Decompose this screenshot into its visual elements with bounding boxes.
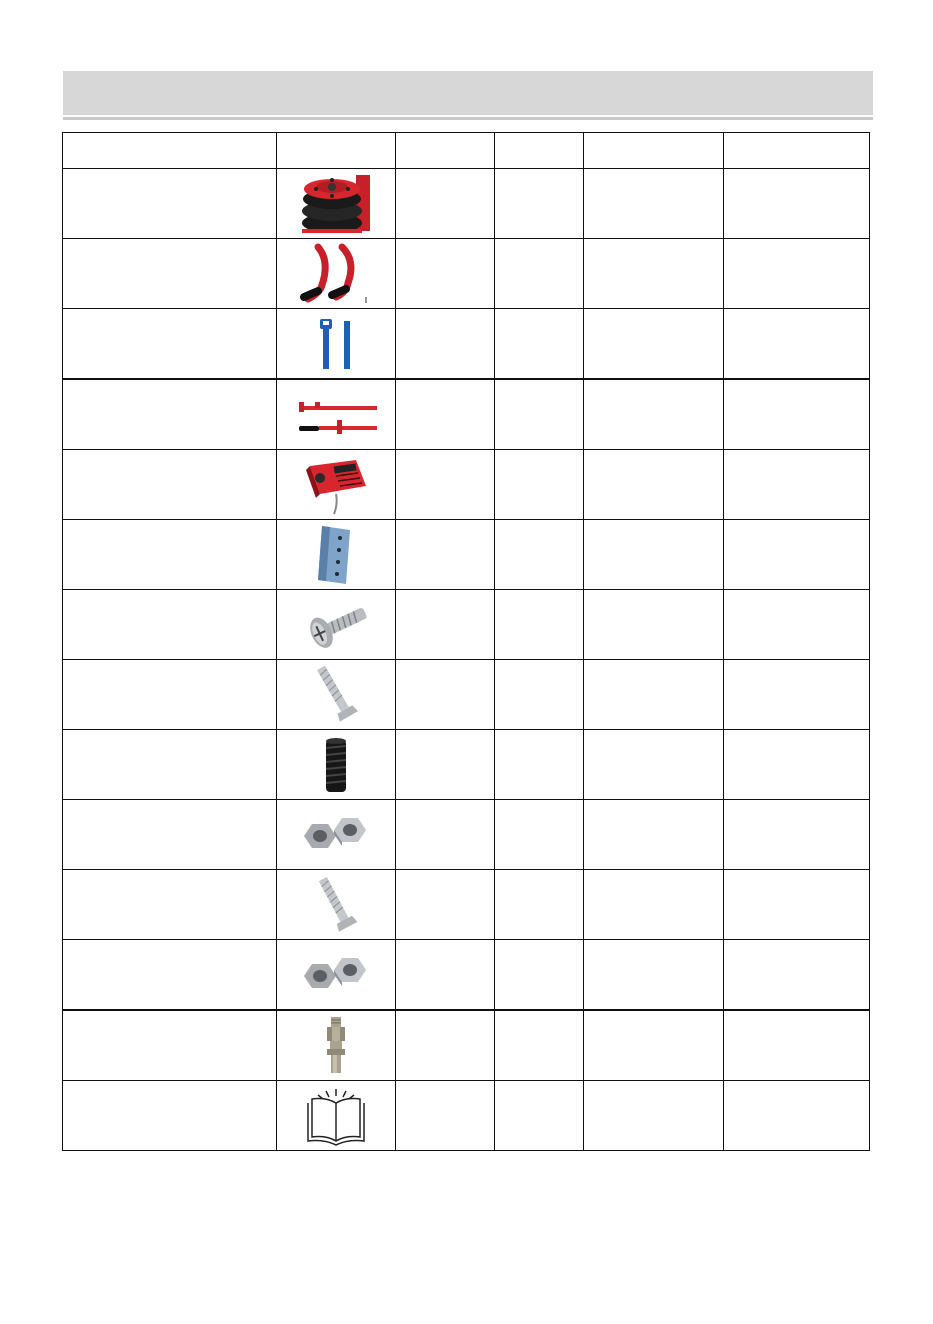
column-header [396, 133, 495, 169]
table-cell [495, 450, 584, 520]
table-cell [584, 379, 724, 450]
table-cell [63, 660, 277, 730]
table-row [63, 239, 870, 309]
column-header [63, 133, 277, 169]
table-cell [495, 1010, 584, 1081]
table-cell [495, 870, 584, 940]
table-row [63, 940, 870, 1011]
header-rule [63, 117, 873, 120]
table-cell [63, 379, 277, 450]
table-cell [396, 800, 495, 870]
table-cell [495, 169, 584, 239]
table-row [63, 730, 870, 800]
table-cell [724, 870, 870, 940]
table-cell [63, 239, 277, 309]
table-cell [63, 520, 277, 590]
hex-bolt-icon [296, 872, 376, 938]
table-row [63, 800, 870, 870]
table-row [63, 379, 870, 450]
table-cell [584, 870, 724, 940]
table-cell [584, 1010, 724, 1081]
table-cell [724, 239, 870, 309]
table-cell [63, 590, 277, 660]
handle-tubes-icon [296, 241, 376, 307]
table-row [63, 520, 870, 590]
image-cell [277, 730, 396, 800]
header-bar [63, 71, 873, 115]
table-cell [495, 590, 584, 660]
table-cell [63, 1081, 277, 1151]
table-cell [724, 379, 870, 450]
vevor-valve-box-icon [296, 452, 376, 518]
air-jack-icon [296, 171, 376, 237]
table-cell [724, 520, 870, 590]
table-cell [495, 1081, 584, 1151]
table-cell [63, 309, 277, 380]
table-cell [396, 870, 495, 940]
table-cell [584, 450, 724, 520]
table-cell [63, 870, 277, 940]
image-cell [277, 239, 396, 309]
table-cell [396, 590, 495, 660]
mounting-plate-icon [296, 522, 376, 588]
table-cell [724, 450, 870, 520]
table-row [63, 450, 870, 520]
image-cell [277, 1081, 396, 1151]
table-cell [584, 309, 724, 380]
image-cell [277, 309, 396, 380]
table-cell [724, 800, 870, 870]
table-cell [63, 800, 277, 870]
table-cell [724, 590, 870, 660]
image-cell [277, 379, 396, 450]
set-screw-icon [296, 732, 376, 798]
manual-book-icon [296, 1083, 376, 1149]
parts-list-table [62, 132, 870, 1151]
table-cell [724, 1081, 870, 1151]
table-cell [396, 169, 495, 239]
table-cell [724, 940, 870, 1011]
table-cell [396, 730, 495, 800]
table-cell [495, 379, 584, 450]
image-cell [277, 940, 396, 1011]
column-header [584, 133, 724, 169]
table-cell [584, 940, 724, 1011]
table-cell [396, 239, 495, 309]
image-cell [277, 660, 396, 730]
image-cell [277, 590, 396, 660]
table-cell [396, 940, 495, 1011]
image-cell [277, 870, 396, 940]
table-cell [724, 169, 870, 239]
image-cell [277, 1010, 396, 1081]
column-header [724, 133, 870, 169]
table-cell [584, 169, 724, 239]
table-cell [584, 660, 724, 730]
hex-nuts-icon [296, 942, 376, 1008]
table-cell [396, 450, 495, 520]
table-header-row [63, 133, 870, 169]
table-cell [495, 660, 584, 730]
table-cell [495, 940, 584, 1011]
table-row [63, 1081, 870, 1151]
table-cell [584, 1081, 724, 1151]
table-cell [63, 1010, 277, 1081]
column-header [495, 133, 584, 169]
image-cell [277, 169, 396, 239]
table-cell [495, 520, 584, 590]
hex-nuts-icon [296, 802, 376, 868]
table-cell [584, 239, 724, 309]
column-header [277, 133, 396, 169]
table-cell [584, 590, 724, 660]
handle-rods-icon [291, 382, 381, 448]
table-cell [584, 520, 724, 590]
mushroom-screw-icon [296, 592, 376, 658]
table-row [63, 309, 870, 380]
table-cell [396, 379, 495, 450]
table-cell [724, 1010, 870, 1081]
table-cell [724, 660, 870, 730]
table-cell [396, 1081, 495, 1151]
table-cell [396, 1010, 495, 1081]
table-cell [396, 520, 495, 590]
table-cell [584, 730, 724, 800]
table-cell [495, 800, 584, 870]
table-cell [396, 309, 495, 380]
table-cell [724, 730, 870, 800]
table-cell [63, 450, 277, 520]
table-cell [63, 730, 277, 800]
table-row [63, 870, 870, 940]
table-row [63, 590, 870, 660]
image-cell [277, 800, 396, 870]
table-row [63, 660, 870, 730]
image-cell [277, 520, 396, 590]
hex-bolt-icon [296, 662, 376, 728]
table-row [63, 1010, 870, 1081]
image-cell [277, 450, 396, 520]
table-cell [584, 800, 724, 870]
blue-hose-icon [296, 311, 376, 377]
table-cell [495, 309, 584, 380]
table-row [63, 169, 870, 239]
table-cell [63, 940, 277, 1011]
table-cell [396, 660, 495, 730]
table-cell [495, 239, 584, 309]
table-cell [63, 169, 277, 239]
table-cell [495, 730, 584, 800]
air-connector-icon [296, 1013, 376, 1079]
table-cell [724, 309, 870, 380]
